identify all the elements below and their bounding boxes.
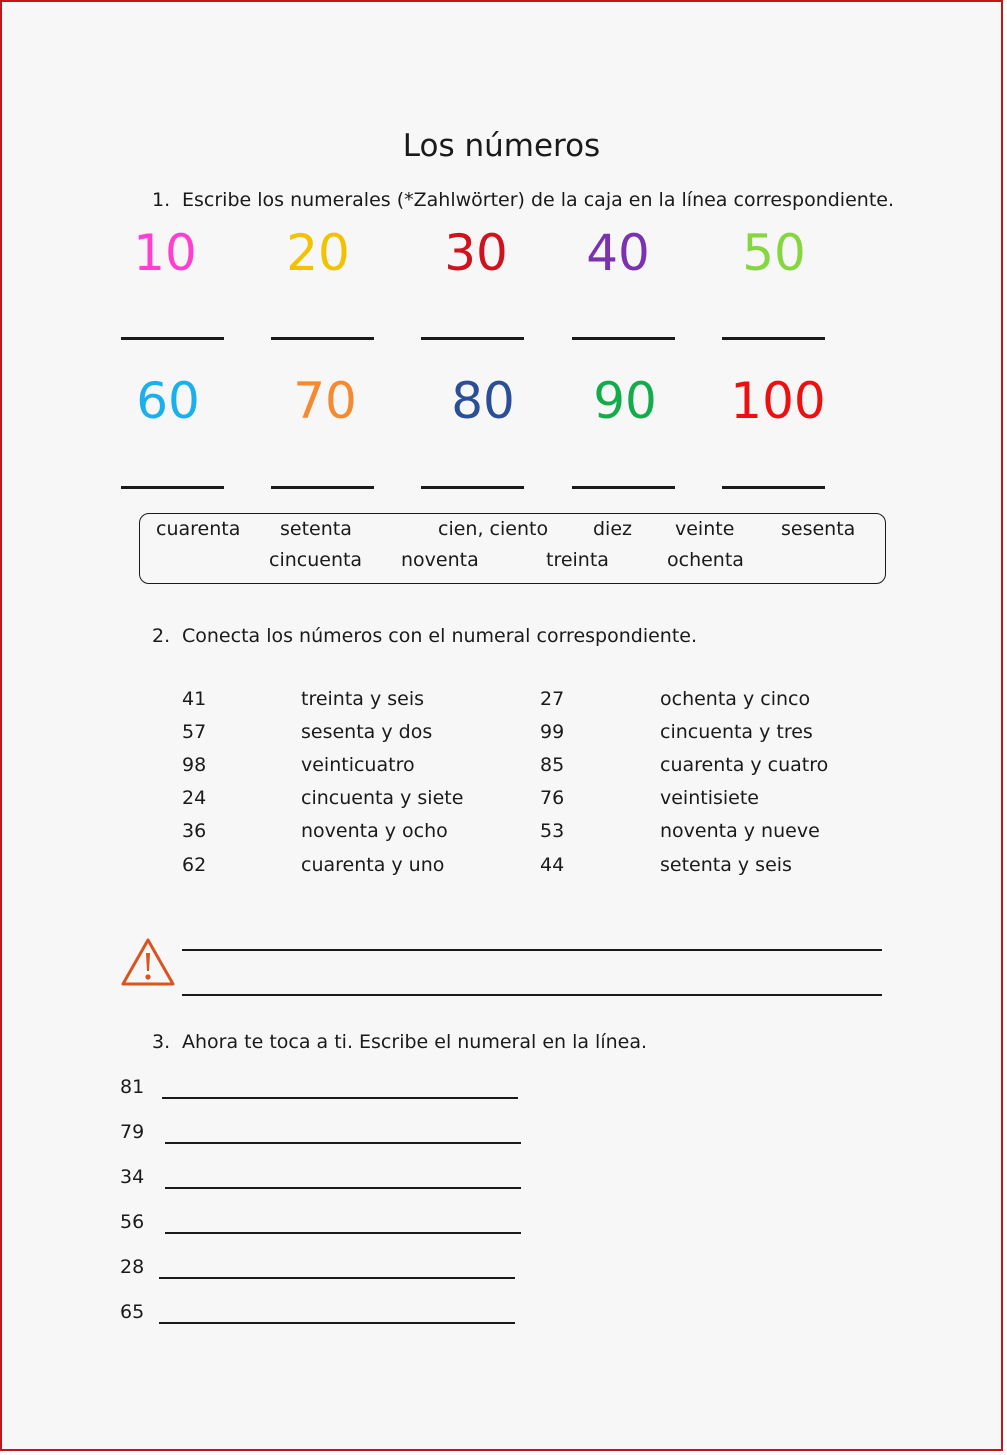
match-word[interactable]: cuarenta y cuatro: [660, 754, 829, 776]
box-word-setenta: setenta: [280, 518, 352, 540]
match-word[interactable]: cuarenta y uno: [301, 854, 445, 876]
exercise-3-number: 3.: [152, 1031, 171, 1053]
exercise-3-number-label: 79: [120, 1121, 145, 1143]
exercise-3-instruction: [152, 1031, 647, 1053]
match-number[interactable]: 62: [182, 854, 207, 876]
number-60: 60: [136, 372, 200, 430]
answer-line[interactable]: [722, 486, 825, 489]
match-number[interactable]: 57: [182, 721, 207, 743]
exercise-1-text: Escribe los numerales (*Zahlwörter) de la caja en la línea correspondiente.: [182, 189, 894, 211]
box-word-diez: diez: [593, 518, 633, 540]
box-word-sesenta: sesenta: [781, 518, 856, 540]
exercise-3-line[interactable]: [165, 1232, 521, 1234]
box-word-veinte: veinte: [675, 518, 735, 540]
match-number[interactable]: 85: [540, 754, 565, 776]
number-70: 70: [293, 372, 357, 430]
match-word[interactable]: veintisiete: [660, 787, 759, 809]
box-word-cincuenta: cincuenta: [269, 549, 363, 571]
match-word[interactable]: treinta y seis: [301, 688, 425, 710]
number-90: 90: [593, 372, 657, 430]
match-word[interactable]: veinticuatro: [301, 754, 415, 776]
exercise-3-number-label: 81: [120, 1076, 145, 1098]
number-20: 20: [286, 224, 350, 282]
answer-line[interactable]: [572, 486, 675, 489]
answer-line[interactable]: [421, 486, 524, 489]
number-10: 10: [133, 224, 197, 282]
warning-write-line[interactable]: [182, 949, 882, 951]
number-80: 80: [451, 372, 515, 430]
number-30: 30: [444, 224, 508, 282]
answer-line[interactable]: [722, 337, 825, 340]
answer-line[interactable]: [572, 337, 675, 340]
answer-line[interactable]: [421, 337, 524, 340]
exercise-1-number: 1.: [152, 189, 171, 211]
match-number[interactable]: 41: [182, 688, 207, 710]
match-number[interactable]: 98: [182, 754, 207, 776]
exercise-3-line[interactable]: [159, 1322, 515, 1324]
exercise-2-text: Conecta los números con el numeral correspondiente.: [182, 625, 698, 647]
exercise-3-text: Ahora te toca a ti. Escribe el numeral en la línea.: [182, 1031, 648, 1053]
exercise-3-number-label: 56: [120, 1211, 145, 1233]
answer-line[interactable]: [121, 337, 224, 340]
match-number[interactable]: 27: [540, 688, 565, 710]
match-word[interactable]: cincuenta y siete: [301, 787, 464, 809]
exercise-3-number-label: 28: [120, 1256, 145, 1278]
number-100: 100: [730, 372, 826, 430]
box-word-cuarenta: cuarenta: [156, 518, 241, 540]
match-number[interactable]: 99: [540, 721, 565, 743]
box-word-noventa: noventa: [401, 549, 479, 571]
exercise-3-line[interactable]: [165, 1187, 521, 1189]
box-word-cien-ciento: cien, ciento: [438, 518, 549, 540]
match-number[interactable]: 53: [540, 820, 565, 842]
match-word[interactable]: ochenta y cinco: [660, 688, 811, 710]
answer-line[interactable]: [271, 486, 374, 489]
answer-line[interactable]: [271, 337, 374, 340]
exercise-2-number: 2.: [152, 625, 171, 647]
exercise-1-instruction: [152, 189, 894, 211]
exercise-3-line[interactable]: [165, 1142, 521, 1144]
number-50: 50: [742, 224, 806, 282]
exercise-3-line[interactable]: [159, 1277, 515, 1279]
number-40: 40: [586, 224, 650, 282]
exercise-2-instruction: [152, 625, 697, 647]
match-number[interactable]: 76: [540, 787, 565, 809]
match-word[interactable]: noventa y ocho: [301, 820, 448, 842]
exercise-3-number-label: 34: [120, 1166, 145, 1188]
match-number[interactable]: 24: [182, 787, 207, 809]
match-number[interactable]: 44: [540, 854, 565, 876]
answer-line[interactable]: [121, 486, 224, 489]
match-word[interactable]: sesenta y dos: [301, 721, 433, 743]
page-title: Los números: [402, 128, 601, 164]
box-word-treinta: treinta: [546, 549, 609, 571]
warning-triangle-icon: [120, 937, 176, 991]
exercise-3-line[interactable]: [162, 1097, 518, 1099]
word-box: [139, 513, 886, 584]
match-word[interactable]: noventa y nueve: [660, 820, 820, 842]
exercise-3-number-label: 65: [120, 1301, 145, 1323]
match-number[interactable]: 36: [182, 820, 207, 842]
match-word[interactable]: setenta y seis: [660, 854, 792, 876]
warning-write-line[interactable]: [182, 994, 882, 996]
box-word-ochenta: ochenta: [667, 549, 744, 571]
match-word[interactable]: cincuenta y tres: [660, 721, 813, 743]
